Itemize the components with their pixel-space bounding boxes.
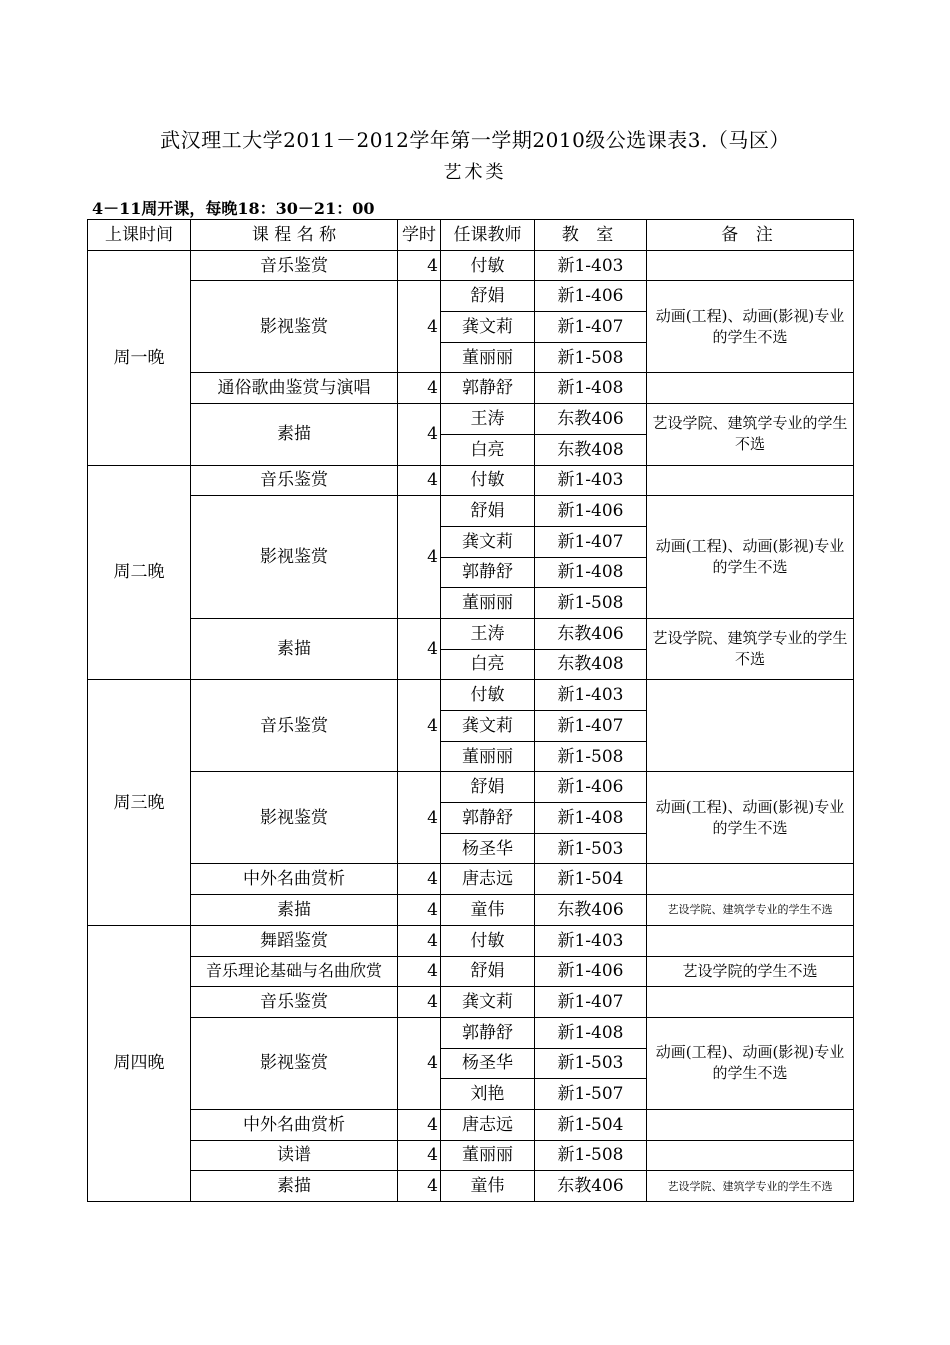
teacher-cell: 王涛 [441,404,535,435]
teacher-cell: 付敏 [441,250,535,281]
course-name-cell: 音乐鉴赏 [191,465,398,496]
room-cell: 新1-504 [535,1109,647,1140]
teacher-cell: 董丽丽 [441,1140,535,1171]
room-cell: 新1-508 [535,342,647,373]
room-cell: 新1-407 [535,711,647,742]
course-name-cell: 影视鉴赏 [191,281,398,373]
teacher-cell: 白亮 [441,649,535,680]
remark-cell: 动画(工程)、动画(影视)专业的学生不选 [647,281,854,373]
table-row [88,1171,854,1202]
course-name-cell: 音乐理论基础与名曲欣赏 [191,956,398,987]
teacher-cell: 付敏 [441,925,535,956]
teacher-cell: 舒娟 [441,496,535,527]
course-name-cell: 中外名曲赏析 [191,1109,398,1140]
teacher-cell: 郭静舒 [441,373,535,404]
day-cell: 周三晚 [88,680,191,926]
remark-cell [647,1140,854,1171]
room-cell: 新1-503 [535,1048,647,1079]
room-cell: 新1-408 [535,803,647,834]
hours-cell: 4 [398,250,441,281]
teacher-cell: 龚文莉 [441,987,535,1018]
teacher-cell: 刘艳 [441,1079,535,1110]
course-name-cell: 影视鉴赏 [191,1017,398,1109]
room-cell: 新1-407 [535,312,647,343]
hours-cell: 4 [398,1109,441,1140]
remark-cell: 艺设学院、建筑学专业的学生不选 [647,1171,854,1202]
table-row [88,895,854,926]
day-cell: 周二晚 [88,465,191,680]
room-cell: 新1-403 [535,465,647,496]
header-remark: 备 注 [647,220,854,251]
teacher-cell: 董丽丽 [441,588,535,619]
remark-cell: 艺设学院、建筑学专业的学生不选 [647,404,854,465]
table-row [88,373,854,404]
hours-cell: 4 [398,772,441,864]
room-cell: 新1-406 [535,281,647,312]
teacher-cell: 王涛 [441,618,535,649]
table-header-row [88,220,854,251]
hours-cell: 4 [398,895,441,926]
room-cell: 新1-504 [535,864,647,895]
hours-cell: 4 [398,680,441,772]
room-cell: 新1-508 [535,588,647,619]
course-name-cell: 影视鉴赏 [191,772,398,864]
header-time: 上课时间 [88,220,191,251]
header-course: 课 程 名 称 [191,220,398,251]
remark-cell [647,1109,854,1140]
page-subtitle: 艺术类 [443,162,507,183]
room-cell: 东教406 [535,404,647,435]
teacher-cell: 舒娟 [441,956,535,987]
teacher-cell: 白亮 [441,434,535,465]
remark-cell [647,987,854,1018]
schedule-note: 4－11周开课，每晚18：30－21：00 [92,199,375,218]
room-cell: 新1-508 [535,1140,647,1171]
teacher-cell: 董丽丽 [441,342,535,373]
teacher-cell: 郭静舒 [441,557,535,588]
teacher-cell: 郭静舒 [441,1017,535,1048]
hours-cell: 4 [398,987,441,1018]
course-name-cell: 通俗歌曲鉴赏与演唱 [191,373,398,404]
course-name-cell: 素描 [191,618,398,679]
room-cell: 新1-503 [535,833,647,864]
room-cell: 新1-406 [535,956,647,987]
course-name-cell: 音乐鉴赏 [191,250,398,281]
header-room: 教 室 [535,220,647,251]
day-cell: 周四晚 [88,925,191,1201]
hours-cell: 4 [398,956,441,987]
header-teacher: 任课教师 [441,220,535,251]
table-row [88,956,854,987]
room-cell: 新1-408 [535,557,647,588]
table-row [88,465,854,496]
table-row [88,772,854,803]
teacher-cell: 郭静舒 [441,803,535,834]
table-row [88,680,854,711]
room-cell: 新1-406 [535,772,647,803]
remark-cell [647,250,854,281]
teacher-cell: 龚文莉 [441,526,535,557]
table-row [88,925,854,956]
room-cell: 新1-403 [535,680,647,711]
header-hours: 学时 [398,220,441,251]
teacher-cell: 童伟 [441,895,535,926]
teacher-cell: 付敏 [441,680,535,711]
room-cell: 东教406 [535,895,647,926]
table-row [88,1109,854,1140]
room-cell: 东教408 [535,649,647,680]
remark-cell [647,373,854,404]
remark-cell: 动画(工程)、动画(影视)专业的学生不选 [647,772,854,864]
hours-cell: 4 [398,465,441,496]
table-row [88,496,854,527]
remark-cell: 动画(工程)、动画(影视)专业的学生不选 [647,1017,854,1109]
teacher-cell: 杨圣华 [441,833,535,864]
remark-cell: 艺设学院的学生不选 [647,956,854,987]
table-row [88,404,854,435]
room-cell: 东教406 [535,1171,647,1202]
teacher-cell: 唐志远 [441,864,535,895]
room-cell: 东教408 [535,434,647,465]
table-row [88,987,854,1018]
room-cell: 新1-408 [535,373,647,404]
course-name-cell: 读谱 [191,1140,398,1171]
room-cell: 新1-407 [535,526,647,557]
course-name-cell: 舞蹈鉴赏 [191,925,398,956]
course-table [87,219,854,1202]
hours-cell: 4 [398,925,441,956]
remark-cell: 艺设学院、建筑学专业的学生不选 [647,895,854,926]
course-name-cell: 音乐鉴赏 [191,680,398,772]
room-cell: 新1-403 [535,925,647,956]
room-cell: 东教406 [535,618,647,649]
room-cell: 新1-508 [535,741,647,772]
remark-cell [647,864,854,895]
course-name-cell: 影视鉴赏 [191,496,398,619]
hours-cell: 4 [398,618,441,679]
day-cell: 周一晚 [88,250,191,465]
teacher-cell: 杨圣华 [441,1048,535,1079]
hours-cell: 4 [398,1171,441,1202]
room-cell: 新1-407 [535,987,647,1018]
remark-cell [647,465,854,496]
hours-cell: 4 [398,373,441,404]
hours-cell: 4 [398,864,441,895]
remark-cell: 艺设学院、建筑学专业的学生不选 [647,618,854,679]
room-cell: 新1-406 [535,496,647,527]
table-row [88,864,854,895]
teacher-cell: 舒娟 [441,772,535,803]
course-name-cell: 素描 [191,895,398,926]
hours-cell: 4 [398,1017,441,1109]
remark-cell [647,680,854,772]
table-body [88,250,854,1201]
table-row [88,250,854,281]
remark-cell [647,925,854,956]
teacher-cell: 龚文莉 [441,711,535,742]
course-name-cell: 素描 [191,1171,398,1202]
course-name-cell: 素描 [191,404,398,465]
page-title: 武汉理工大学2011－2012学年第一学期2010级公选课表3.（马区） [160,128,790,152]
table-row [88,1017,854,1048]
table-row [88,281,854,312]
hours-cell: 4 [398,404,441,465]
room-cell: 新1-507 [535,1079,647,1110]
remark-cell: 动画(工程)、动画(影视)专业的学生不选 [647,496,854,619]
course-name-cell: 音乐鉴赏 [191,987,398,1018]
course-name-cell: 中外名曲赏析 [191,864,398,895]
room-cell: 新1-403 [535,250,647,281]
hours-cell: 4 [398,281,441,373]
hours-cell: 4 [398,1140,441,1171]
teacher-cell: 唐志远 [441,1109,535,1140]
teacher-cell: 舒娟 [441,281,535,312]
table-row [88,618,854,649]
teacher-cell: 董丽丽 [441,741,535,772]
hours-cell: 4 [398,496,441,619]
table-row [88,1140,854,1171]
teacher-cell: 童伟 [441,1171,535,1202]
teacher-cell: 龚文莉 [441,312,535,343]
teacher-cell: 付敏 [441,465,535,496]
room-cell: 新1-408 [535,1017,647,1048]
